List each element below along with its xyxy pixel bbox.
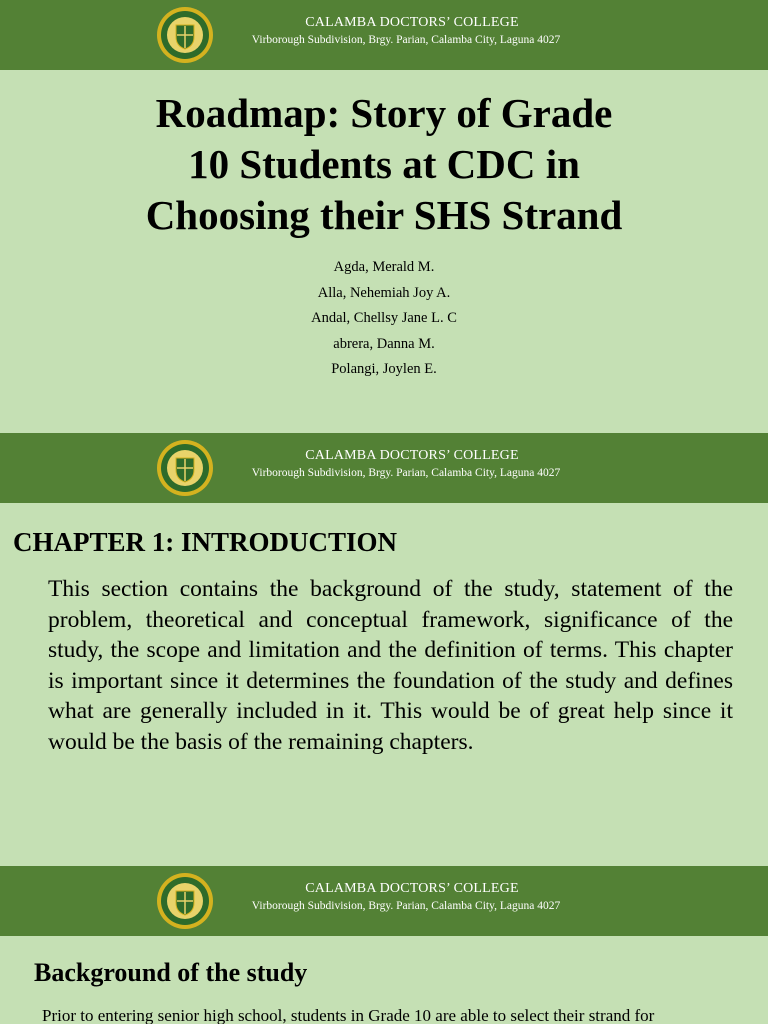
slide-chapter-1 xyxy=(0,433,768,865)
chapter-heading: CHAPTER 1: INTRODUCTION xyxy=(13,527,398,557)
section-heading: Background of the study xyxy=(34,958,308,987)
title-line: Roadmap: Story of Grade xyxy=(155,90,613,136)
college-address: Virborough Subdivision, Brgy. Parian, Calamba City, Laguna 4027 xyxy=(251,34,561,46)
college-name: CALAMBA DOCTORS’ COLLEGE xyxy=(305,448,519,463)
author-name: Andal, Chellsy Jane L. C xyxy=(311,310,457,326)
college-address: Virborough Subdivision, Brgy. Parian, Calamba City, Laguna 4027 xyxy=(251,900,561,912)
author-list xyxy=(0,255,768,383)
slide-background xyxy=(0,866,768,1024)
title-line: 10 Students at CDC in xyxy=(188,141,580,187)
author-name: Agda, Merald M. xyxy=(333,259,435,275)
college-name: CALAMBA DOCTORS’ COLLEGE xyxy=(305,15,519,30)
college-name: CALAMBA DOCTORS’ COLLEGE xyxy=(305,881,519,896)
author-name: Alla, Nehemiah Joy A. xyxy=(317,284,451,301)
college-address: Virborough Subdivision, Brgy. Parian, Calamba City, Laguna 4027 xyxy=(251,467,561,479)
page-title xyxy=(0,88,768,241)
background-paragraph: Prior to entering senior high school, students in Grade 10 are able to select their strand for xyxy=(42,1006,655,1024)
header-band xyxy=(0,866,768,936)
intro-paragraph: This section contains the background of the study, statement of the problem, theoretical and conceptual framework, significance of the study, the scope and limitation and the definition of terms. This chapter is important since it determines the foundation of the study and defines what are generally included in it. This would be of great help since it would be the basis of the remaining chapters. xyxy=(48,576,733,755)
slide-title xyxy=(0,0,768,432)
title-line: Choosing their SHS Strand xyxy=(145,192,623,238)
author-name: abrera, Danna M. xyxy=(333,335,435,352)
author-name: Polangi, Joylen E. xyxy=(331,361,437,377)
header-band xyxy=(0,433,768,503)
header-band xyxy=(0,0,768,70)
